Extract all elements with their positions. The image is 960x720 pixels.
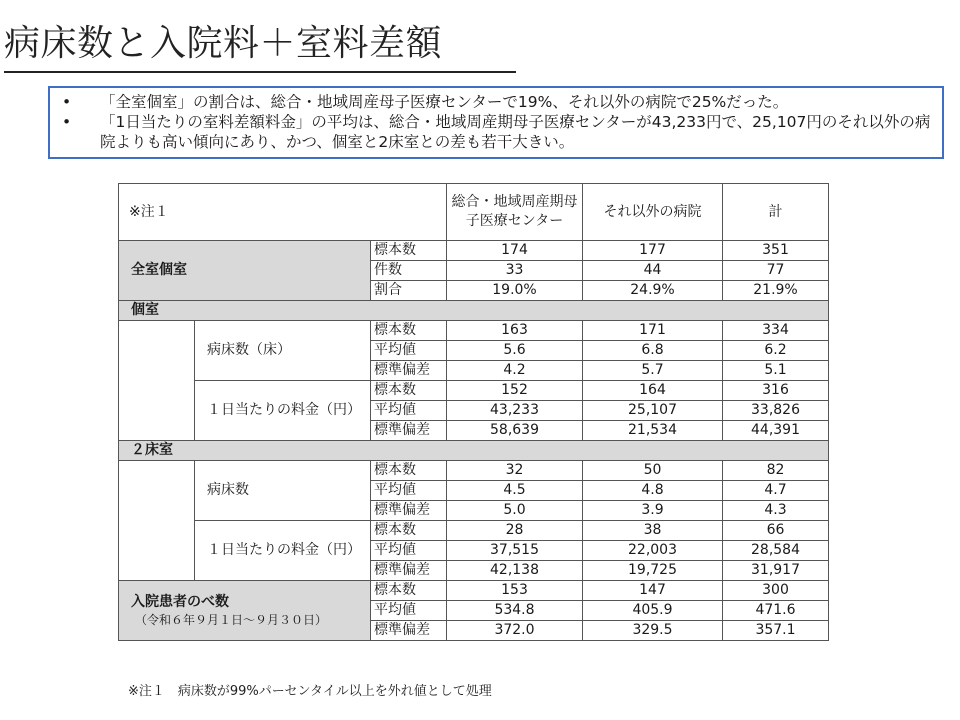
stat-label: 標準偏差	[371, 561, 447, 581]
table-cell: 351	[723, 241, 829, 261]
table-cell: 37,515	[447, 541, 583, 561]
table-cell: 171	[583, 321, 723, 341]
section-all-private: 全室個室	[119, 241, 371, 301]
table-cell: 33,826	[723, 401, 829, 421]
inpatients-period: （令和６年９月１日～９月３０日）	[135, 613, 328, 627]
stat-label: 割合	[371, 281, 447, 301]
table-cell: 21.9%	[723, 281, 829, 301]
inpatients-label: 入院患者のべ数	[131, 594, 229, 610]
table-cell: 3.9	[583, 501, 723, 521]
table-cell: 153	[447, 581, 583, 601]
stat-label: 標本数	[371, 241, 447, 261]
table-cell: 4.5	[447, 481, 583, 501]
table-cell: 164	[583, 381, 723, 401]
col-header-total: 計	[723, 184, 829, 241]
summary-item: • 「全室個室」の割合は、総合・地域周産母子医療センターで19%、それ以外の病院で25%だった。	[60, 92, 934, 112]
table-cell: 5.6	[447, 341, 583, 361]
table-cell: 316	[723, 381, 829, 401]
summary-item: • 「1日当たりの室料差額料金」の平均は、総合・地域周産期母子医療センターが43,233円で、25,107円のそれ以外の病院よりも高い傾向にあり、かつ、個室と2床室との差も若干大きい。	[60, 112, 934, 152]
indent-spacer	[119, 461, 195, 581]
footnote: ※注１ 病床数が99%パーセンタイル以上を外れ値として処理	[128, 684, 492, 699]
stat-label: 標本数	[371, 461, 447, 481]
stat-label: 標準偏差	[371, 361, 447, 381]
group-private-fee: １日当たりの料金（円）	[195, 381, 371, 441]
table-cell: 38	[583, 521, 723, 541]
indent-spacer	[119, 321, 195, 441]
stat-label: 平均値	[371, 481, 447, 501]
table-cell: 471.6	[723, 601, 829, 621]
group-two-bed-beds: 病床数	[195, 461, 371, 521]
table-cell: 4.2	[447, 361, 583, 381]
table-cell: 163	[447, 321, 583, 341]
table-cell: 357.1	[723, 621, 829, 641]
table-cell: 21,534	[583, 421, 723, 441]
title-underline	[4, 71, 516, 73]
stat-label: 標準偏差	[371, 501, 447, 521]
table-cell: 405.9	[583, 601, 723, 621]
table-cell: 5.0	[447, 501, 583, 521]
table-cell: 77	[723, 261, 829, 281]
table-cell: 28,584	[723, 541, 829, 561]
stat-label: 件数	[371, 261, 447, 281]
table-cell: 44,391	[723, 421, 829, 441]
table-cell: 329.5	[583, 621, 723, 641]
table-cell: 5.7	[583, 361, 723, 381]
section-private: 個室	[119, 301, 829, 321]
table-cell: 66	[723, 521, 829, 541]
table-cell: 152	[447, 381, 583, 401]
table-cell: 177	[583, 241, 723, 261]
table-cell: 82	[723, 461, 829, 481]
table-cell: 4.8	[583, 481, 723, 501]
table-cell: 6.8	[583, 341, 723, 361]
table-cell: 19,725	[583, 561, 723, 581]
table-cell: 43,233	[447, 401, 583, 421]
stat-label: 標本数	[371, 381, 447, 401]
stat-label: 標準偏差	[371, 421, 447, 441]
table-cell: 25,107	[583, 401, 723, 421]
table-cell: 372.0	[447, 621, 583, 641]
table-cell: 50	[583, 461, 723, 481]
col-header-other: それ以外の病院	[583, 184, 723, 241]
table-cell: 24.9%	[583, 281, 723, 301]
table-cell: 31,917	[723, 561, 829, 581]
section-inpatients	[119, 581, 371, 641]
table-cell: 58,639	[447, 421, 583, 441]
table-cell: 534.8	[447, 601, 583, 621]
stat-label: 標本数	[371, 581, 447, 601]
table-cell: 4.3	[723, 501, 829, 521]
table-cell: 5.1	[723, 361, 829, 381]
table-cell: 174	[447, 241, 583, 261]
stat-label: 平均値	[371, 401, 447, 421]
table-cell: 44	[583, 261, 723, 281]
note-header: ※注１	[119, 184, 447, 241]
table-cell: 28	[447, 521, 583, 541]
stat-label: 平均値	[371, 341, 447, 361]
stat-label: 標本数	[371, 521, 447, 541]
table-cell: 334	[723, 321, 829, 341]
group-private-beds: 病床数（床）	[195, 321, 371, 381]
stat-label: 標本数	[371, 321, 447, 341]
table-cell: 300	[723, 581, 829, 601]
page-title: 病床数と入院料＋室料差額	[4, 23, 443, 64]
table-cell: 19.0%	[447, 281, 583, 301]
stat-label: 平均値	[371, 601, 447, 621]
section-two-bed: ２床室	[119, 441, 829, 461]
col-header-center: 総合・地域周産期母子医療センター	[447, 184, 583, 241]
stat-label: 標準偏差	[371, 621, 447, 641]
table-cell: 147	[583, 581, 723, 601]
table-cell: 33	[447, 261, 583, 281]
data-table	[118, 183, 829, 641]
table-cell: 22,003	[583, 541, 723, 561]
summary-box	[48, 86, 944, 159]
group-two-bed-fee: １日当たりの料金（円）	[195, 521, 371, 581]
table-cell: 32	[447, 461, 583, 481]
table-cell: 4.7	[723, 481, 829, 501]
table-cell: 6.2	[723, 341, 829, 361]
stat-label: 平均値	[371, 541, 447, 561]
table-cell: 42,138	[447, 561, 583, 581]
